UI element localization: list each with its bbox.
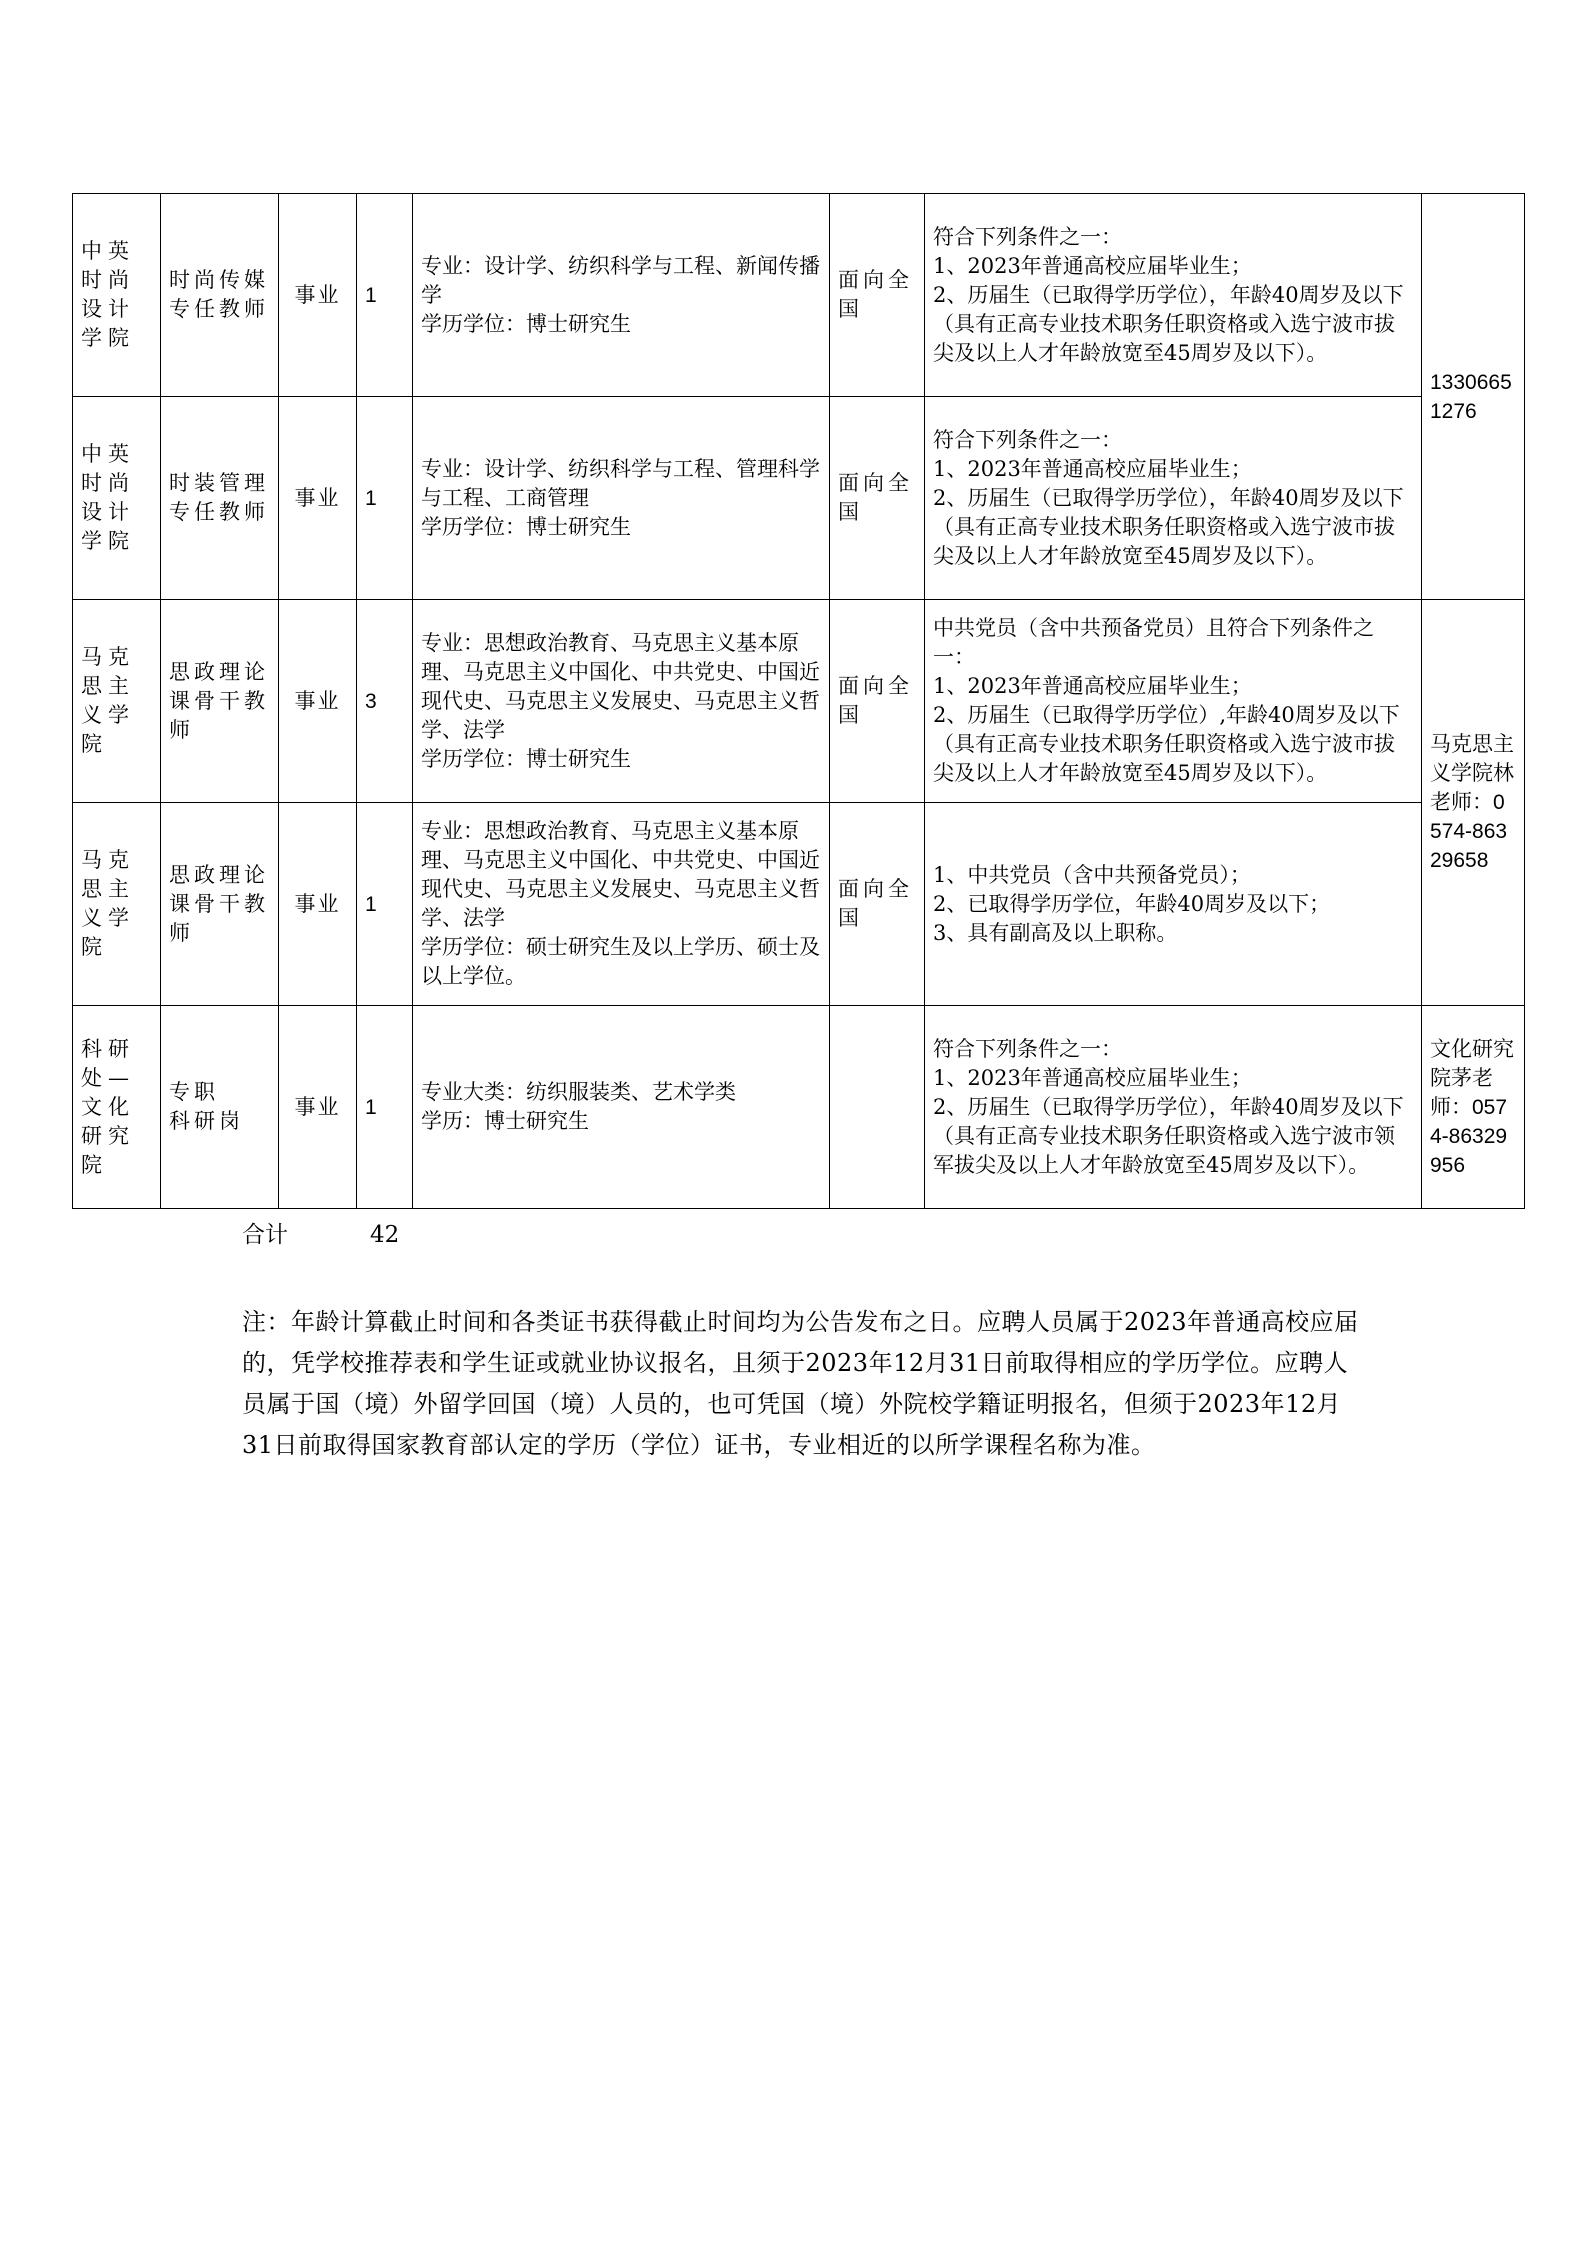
count-cell: 1 [357,1006,413,1209]
unit-cell: 马克思主义学院 [73,803,161,1006]
contact-cell: 13306651276 [1422,194,1525,600]
post-cell: 思政理论课骨干教师 [161,600,279,803]
table-row [73,194,1525,397]
type-cell: 事业 [279,397,357,600]
post-cell: 思政理论课骨干教师 [161,803,279,1006]
conditions-cell: 符合下列条件之一： 1、2023年普通高校应届毕业生； 2、历届生（已取得学历学位），年龄40周岁及以下（具有正高专业技术职务任职资格或入选宁波市拔尖及以上人才年龄放宽至45周岁及以下）。 [925,194,1422,397]
scope-cell: 面向全国 [830,600,925,803]
recruitment-table [72,193,1525,1209]
conditions-cell: 中共党员（含中共预备党员）且符合下列条件之一： 1、2023年普通高校应届毕业生； 2、历届生（已取得学历学位）,年龄40周岁及以下（具有正高专业技术职务任职资格或入选宁波市拔尖及以上人才年龄放宽至45周岁及以下）。 [925,600,1422,803]
total-label: 合计 [242,1222,288,1248]
conditions-cell: 1、中共党员（含中共预备党员）； 2、已取得学历学位，年龄40周岁及以下； 3、具有副高及以上职称。 [925,803,1422,1006]
major-cell: 专业：设计学、纺织科学与工程、管理科学与工程、工商管理 学历学位：博士研究生 [413,397,830,600]
scope-cell [830,1006,925,1209]
type-cell: 事业 [279,600,357,803]
footnote: 注：年龄计算截止时间和各类证书获得截止时间均为公告发布之日。应聘人员属于2023年普通高校应届的，凭学校推荐表和学生证或就业协议报名，且须于2023年12月31日前取得相应的学历学位。应聘人员属于国（境）外留学回国（境）人员的，也可凭国（境）外院校学籍证明报名，但须于2023年12月31日前取得国家教育部认定的学历（学位）证书，专业相近的以所学课程名称为准。 [242,1308,1359,1459]
total-value: 42 [370,1222,400,1248]
post-cell: 时尚传媒专任教师 [161,194,279,397]
conditions-cell: 符合下列条件之一： 1、2023年普通高校应届毕业生； 2、历届生（已取得学历学位），年龄40周岁及以下（具有正高专业技术职务任职资格或入选宁波市领军拔尖及以上人才年龄放宽至45周岁及以下）。 [925,1006,1422,1209]
count-cell: 1 [357,803,413,1006]
unit-cell: 科研处—文化研究院 [73,1006,161,1209]
count-cell: 1 [357,397,413,600]
unit-cell: 马克思主义学院 [73,600,161,803]
post-cell: 专职 科研岗 [161,1006,279,1209]
major-cell: 专业：思想政治教育、马克思主义基本原理、马克思主义中国化、中共党史、中国近现代史、马克思主义发展史、马克思主义哲学、法学 学历学位：博士研究生 [413,600,830,803]
scope-cell: 面向全国 [830,803,925,1006]
contact-cell: 文化研究院茅老师：0574-86329956 [1422,1006,1525,1209]
major-cell: 专业：设计学、纺织科学与工程、新闻传播学 学历学位：博士研究生 [413,194,830,397]
count-cell: 3 [357,600,413,803]
conditions-cell: 符合下列条件之一： 1、2023年普通高校应届毕业生； 2、历届生（已取得学历学位），年龄40周岁及以下（具有正高专业技术职务任职资格或入选宁波市拔尖及以上人才年龄放宽至45周岁及以下）。 [925,397,1422,600]
table-row [73,803,1525,1006]
scope-cell: 面向全国 [830,397,925,600]
post-cell: 时装管理专任教师 [161,397,279,600]
contact-cell: 马克思主义学院林老师：0574-86329658 [1422,600,1525,1006]
unit-cell: 中英时尚设计学院 [73,397,161,600]
scope-cell: 面向全国 [830,194,925,397]
total-line [242,1220,399,1250]
table-row [73,600,1525,803]
type-cell: 事业 [279,1006,357,1209]
major-cell: 专业：思想政治教育、马克思主义基本原理、马克思主义中国化、中共党史、中国近现代史、马克思主义发展史、马克思主义哲学、法学 学历学位：硕士研究生及以上学历、硕士及以上学位。 [413,803,830,1006]
table-row [73,397,1525,600]
type-cell: 事业 [279,194,357,397]
unit-cell: 中英时尚设计学院 [73,194,161,397]
type-cell: 事业 [279,803,357,1006]
table-row [73,1006,1525,1209]
count-cell: 1 [357,194,413,397]
major-cell: 专业大类：纺织服装类、艺术学类 学历：博士研究生 [413,1006,830,1209]
